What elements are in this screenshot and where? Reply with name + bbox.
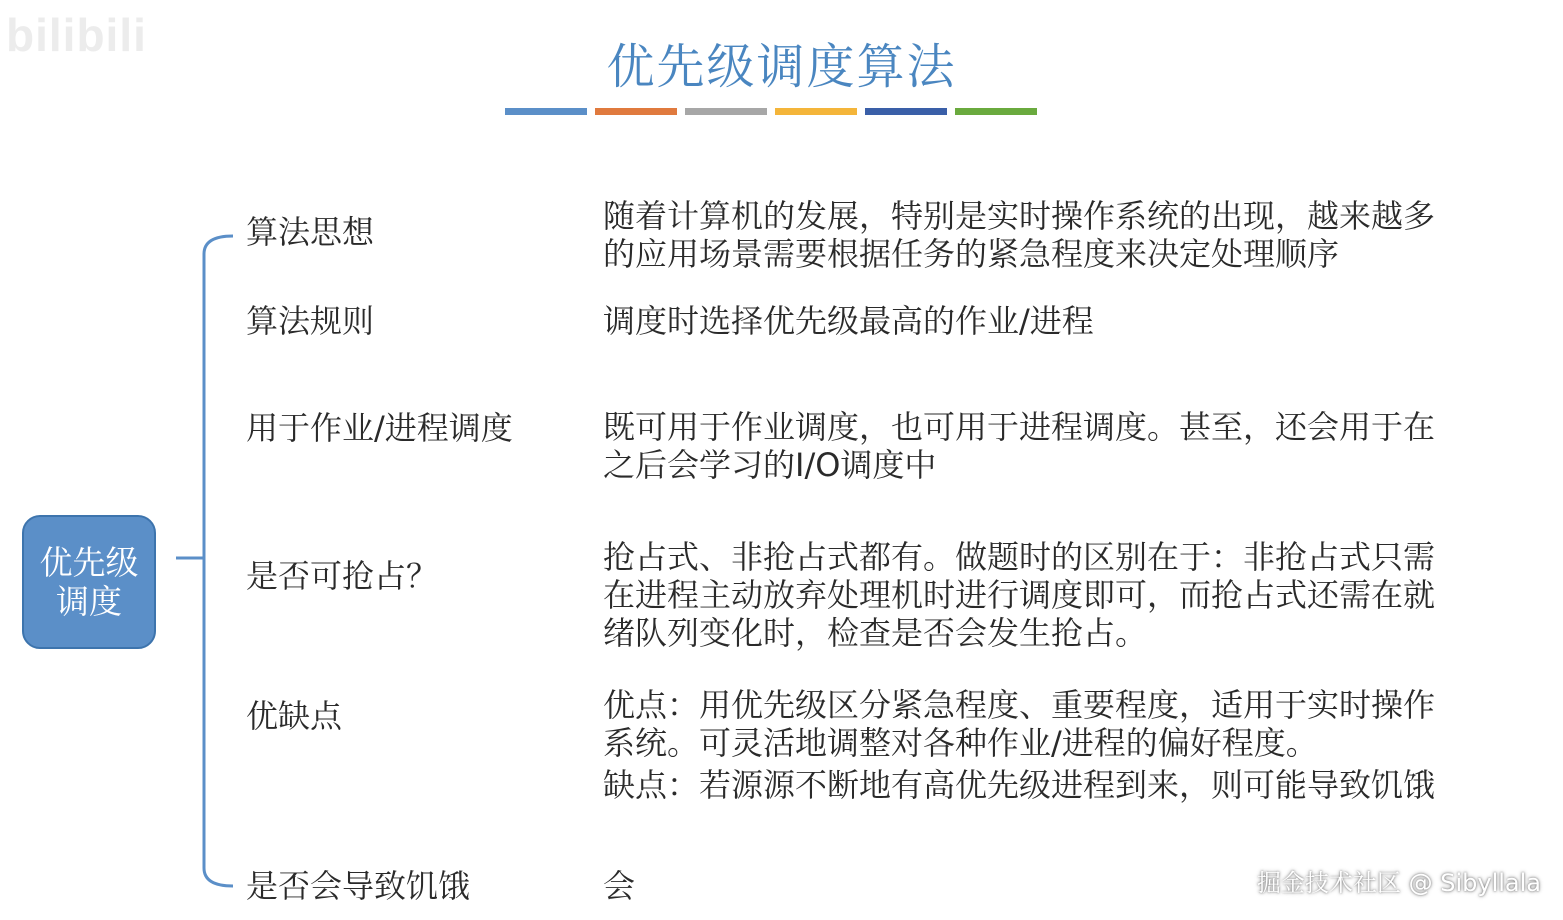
row-desc-line-pros: 优点：用优先级区分紧急程度、重要程度，适用于实时操作系统。可灵活地调整对各种作业/进程的偏好程度。 bbox=[603, 686, 1436, 762]
row-label-pros-cons: 优缺点 bbox=[246, 697, 343, 735]
row-label-idea: 算法思想 bbox=[246, 213, 375, 251]
row-label-preemptive: 是否可抢占？ bbox=[246, 557, 439, 595]
row-label-rule: 算法规则 bbox=[246, 302, 375, 340]
juejin-watermark: 掘金技术社区 @ Sibyllala bbox=[1256, 869, 1541, 897]
row-desc-line: 既可用于作业调度，也可用于进程调度。甚至，还会用于在之后会学习的I/O调度中 bbox=[603, 408, 1436, 484]
row-desc-preemptive bbox=[603, 538, 1463, 652]
row-desc-idea bbox=[603, 197, 1463, 273]
row-desc-line: 会 bbox=[603, 867, 636, 905]
row-desc-line: 调度时选择优先级最高的作业/进程 bbox=[603, 302, 1094, 340]
row-desc-pros-cons bbox=[603, 686, 1463, 804]
row-desc-rule bbox=[603, 302, 1463, 340]
row-desc-line-cons: 缺点：若源源不断地有高优先级进程到来，则可能导致饥饿 bbox=[603, 766, 1436, 804]
row-desc-usage bbox=[603, 408, 1463, 484]
row-label-starvation: 是否会导致饥饿 bbox=[246, 867, 471, 905]
row-desc-line: 随着计算机的发展，特别是实时操作系统的出现，越来越多的应用场景需要根据任务的紧急程度来决定处理顺序 bbox=[603, 197, 1436, 273]
bilibili-watermark-logo: bilibili bbox=[6, 9, 147, 61]
root-node: 优先级调度 bbox=[22, 515, 156, 649]
row-desc-line: 抢占式、非抢占式都有。做题时的区别在于：非抢占式只需在进程主动放弃处理机时进行调度即可，而抢占式还需在就绪队列变化时，检查是否会发生抢占。 bbox=[603, 538, 1436, 652]
page-title: 优先级调度算法 bbox=[606, 39, 957, 95]
row-label-usage: 用于作业/进程调度 bbox=[246, 409, 513, 447]
